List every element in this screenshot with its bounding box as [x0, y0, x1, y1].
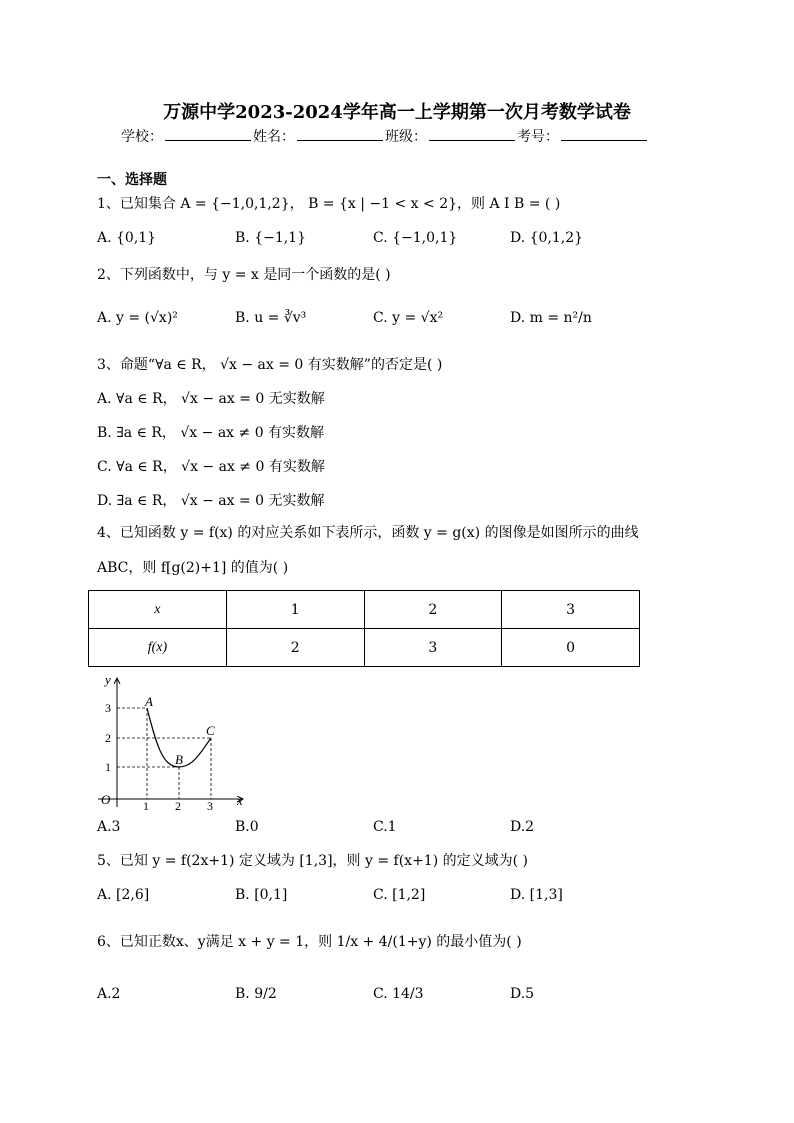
exam-number-label: 考号：	[517, 129, 559, 145]
q4-option-a[interactable]: A.3	[97, 819, 121, 835]
dashed-guides	[117, 708, 211, 799]
table-cell: x	[89, 591, 227, 629]
name-blank[interactable]	[297, 128, 383, 141]
y-tick-label: 2	[105, 731, 111, 745]
origin-label: O	[101, 792, 111, 807]
point-label-a: A	[145, 694, 153, 709]
x-tick-label: 3	[207, 799, 213, 812]
q3-option-c[interactable]: C. ∀a ∈ R， √x − ax ≠ 0 有实数解	[97, 459, 325, 475]
student-info-line	[121, 126, 649, 146]
question-4-stem-continued: ABC，则 f[g(2)+1] 的值为( )	[97, 560, 289, 576]
page-title: 万源中学2023-2024学年高一上学期第一次月考数学试卷	[163, 102, 631, 123]
q5-option-d[interactable]: D. [1,3]	[510, 887, 563, 903]
table-row	[89, 629, 640, 667]
table-cell: 3	[502, 591, 640, 629]
question-3-stem: 3、命题“∀a ∈ R， √x − ax = 0 有实数解”的否定是( )	[97, 357, 443, 373]
q2-option-a[interactable]: A. y = (√x)²	[97, 310, 178, 326]
q3-option-b[interactable]: B. ∃a ∈ R， √x − ax ≠ 0 有实数解	[97, 425, 325, 441]
q2-option-d[interactable]: D. m = n²/n	[510, 310, 592, 326]
x-axis-label: x	[237, 793, 243, 808]
q3-option-a[interactable]: A. ∀a ∈ R， √x − ax = 0 无实数解	[97, 391, 325, 407]
table-cell: 1	[226, 591, 364, 629]
exam-number-blank[interactable]	[561, 128, 647, 141]
x-tick-label: 2	[175, 799, 181, 812]
school-blank[interactable]	[165, 128, 251, 141]
question-1-stem: 1、已知集合 A = {−1,0,1,2}， B = {x | −1 < x < 2}，则 A I B = ( )	[97, 196, 561, 212]
q1-option-b[interactable]: B. {−1,1}	[235, 230, 306, 246]
q5-option-b[interactable]: B. [0,1]	[235, 887, 288, 903]
q5-option-c[interactable]: C. [1,2]	[373, 887, 426, 903]
y-axis-label: y	[105, 672, 111, 687]
name-label: 姓名：	[253, 129, 295, 145]
q4-option-c[interactable]: C.1	[373, 819, 397, 835]
q4-option-b[interactable]: B.0	[235, 819, 259, 835]
q2-option-b[interactable]: B. u = ∛v³	[235, 310, 307, 326]
q1-option-c[interactable]: C. {−1,0,1}	[373, 230, 458, 246]
q3-option-d[interactable]: D. ∃a ∈ R， √x − ax = 0 无实数解	[97, 493, 325, 509]
question-5-stem: 5、已知 y = f(2x+1) 定义域为 [1,3]，则 y = f(x+1) 的定义域为( )	[97, 853, 528, 869]
q6-option-c[interactable]: C. 14/3	[373, 986, 424, 1002]
q6-option-b[interactable]: B. 9/2	[235, 986, 277, 1002]
q5-option-a[interactable]: A. [2,6]	[97, 887, 150, 903]
table-cell: f(x)	[89, 629, 227, 667]
function-table	[88, 590, 640, 667]
point-label-c: C	[206, 723, 215, 738]
table-cell: 3	[364, 629, 502, 667]
q2-option-c[interactable]: C. y = √x²	[373, 310, 444, 326]
q6-option-d[interactable]: D.5	[510, 986, 535, 1002]
q1-option-d[interactable]: D. {0,1,2}	[510, 230, 584, 246]
q6-option-a[interactable]: A.2	[97, 986, 121, 1002]
q4-option-d[interactable]: D.2	[510, 819, 535, 835]
q1-option-a[interactable]: A. {0,1}	[97, 230, 157, 246]
table-row	[89, 591, 640, 629]
school-label: 学校：	[121, 129, 163, 145]
y-tick-label: 1	[105, 760, 111, 774]
question-6-stem: 6、已知正数x、y满足 x + y = 1，则 1/x + 4/(1+y) 的最小值为( )	[97, 934, 522, 950]
table-cell: 0	[502, 629, 640, 667]
class-label: 班级：	[385, 129, 427, 145]
x-tick-label: 1	[143, 799, 149, 812]
curve-abc-graph	[95, 672, 255, 812]
y-tick-label: 3	[105, 701, 111, 715]
class-blank[interactable]	[429, 128, 515, 141]
section-heading: 一、选择题	[97, 172, 167, 188]
table-cell: 2	[364, 591, 502, 629]
table-cell: 2	[226, 629, 364, 667]
question-4-stem: 4、已知函数 y = f(x) 的对应关系如下表所示，函数 y = g(x) 的图像是如图所示的曲线	[97, 525, 639, 541]
point-label-b: B	[175, 752, 183, 767]
question-2-stem: 2、下列函数中，与 y = x 是同一个函数的是( )	[97, 267, 391, 283]
